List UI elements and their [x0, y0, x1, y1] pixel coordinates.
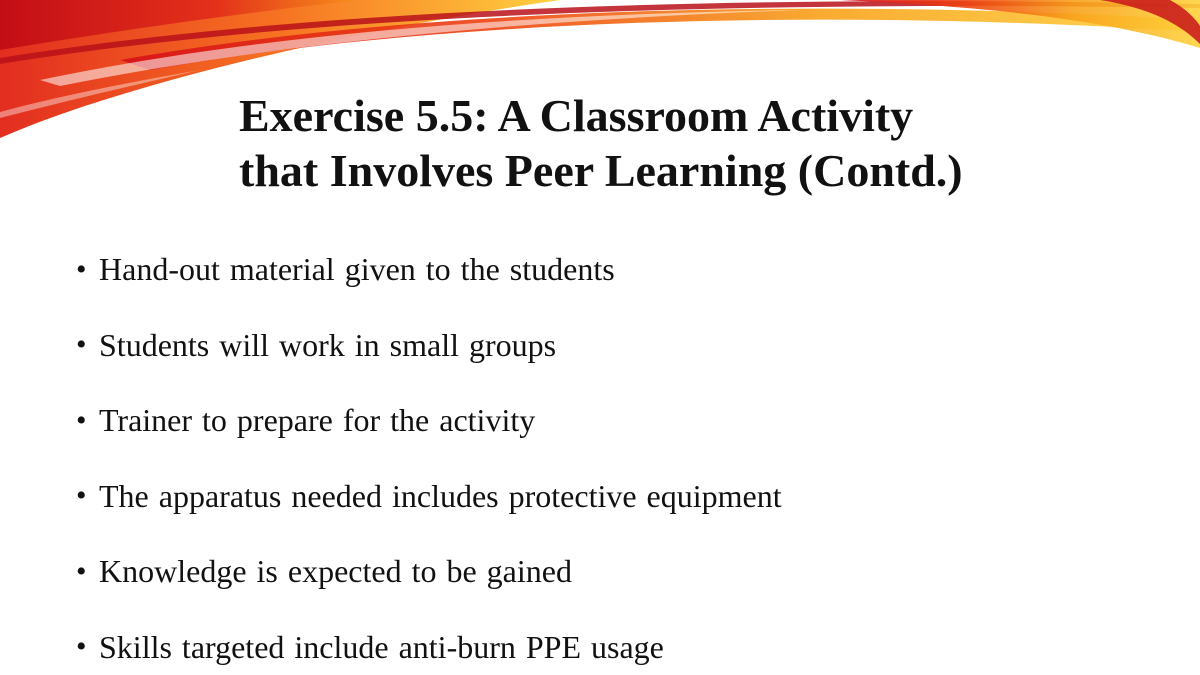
- bullet-icon: •: [76, 479, 87, 513]
- bullet-icon: •: [76, 630, 87, 664]
- bullet-text: Hand-out material given to the students: [99, 251, 615, 288]
- bullet-text: Trainer to prepare for the activity: [99, 402, 536, 439]
- bullet-text: Students will work in small groups: [99, 326, 557, 363]
- bullet-item: [76, 459, 782, 535]
- bullet-item: [76, 383, 782, 459]
- bullet-item: [76, 308, 782, 384]
- bullet-item: [76, 610, 782, 675]
- bullet-item: [76, 232, 782, 308]
- bullet-icon: •: [76, 554, 87, 588]
- bullet-icon: •: [76, 328, 87, 362]
- slide-title: [239, 88, 1139, 198]
- bullet-list: [76, 232, 782, 675]
- bullet-item: [76, 534, 782, 610]
- bullet-text: The apparatus needed includes protective equipment: [99, 477, 782, 514]
- bullet-text: Skills targeted include anti-burn PPE usage: [99, 628, 664, 665]
- bullet-icon: •: [76, 252, 87, 286]
- slide-title-line-2: that Involves Peer Learning (Contd.): [239, 145, 963, 196]
- slide-title-line-1: Exercise 5.5: A Classroom Activity: [239, 90, 914, 141]
- bullet-text: Knowledge is expected to be gained: [99, 553, 572, 590]
- bullet-icon: •: [76, 403, 87, 437]
